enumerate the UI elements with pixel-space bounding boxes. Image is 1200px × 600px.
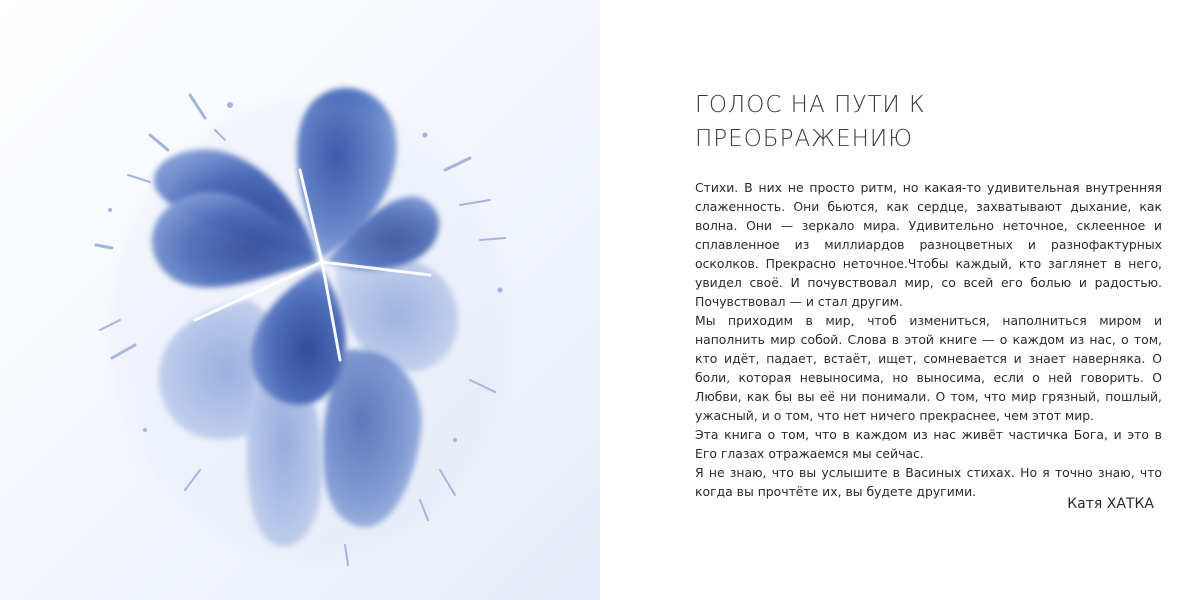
chapter-title (695, 88, 1115, 156)
author-signature: Катя ХАТКА (1067, 496, 1154, 512)
right-page-text (600, 0, 1200, 600)
paragraph-3: Эта книга о том, что в каждом из нас живёт частичка Бога, и это в Его глазах отражаемся мы сейчас. (695, 427, 1162, 461)
chapter-title-line-1: ГОЛОС НА ПУТИ К (695, 92, 926, 118)
body-text (695, 178, 1162, 501)
paragraph-4: Я не знаю, что вы услышите в Васиных стихах. Но я точно знаю, что когда вы прочтёте их, вы будете другими. (695, 465, 1162, 499)
paragraph-2: Мы приходим в мир, чтоб измениться, наполниться миром и наполнить мир собой. Слова в этой книге — о каждом из нас, о том, кто идёт, падает, встаёт, ищет, сомневается и знает наверняка. О боли, которая невыносима, но выносима, если о ней говорить. О Любви, как бы вы её ни понимали. О том, что мир грязный, пошлый, ужасный, и о том, что нет ничего прекраснее, чем этот мир. (695, 313, 1162, 423)
paragraph-1: Стихи. В них не просто ритм, но какая-то удивительная внутренняя слаженность. Они бьются, как сердце, захватывают дыхание, как волна. Они — зеркало мира. Удивительно неточное, склеенное и сплавленное из миллиардов разноцветных и разнофактурных осколков. Прекрасно неточное.Чтобы каждый, кто заглянет в него, увидел своё. И почувствовал мир, со всей его болью и радостью. Почувствовал — и стал другим. (695, 180, 1162, 309)
chapter-title-line-2: ПРЕОБРАЖЕНИЮ (695, 126, 913, 152)
